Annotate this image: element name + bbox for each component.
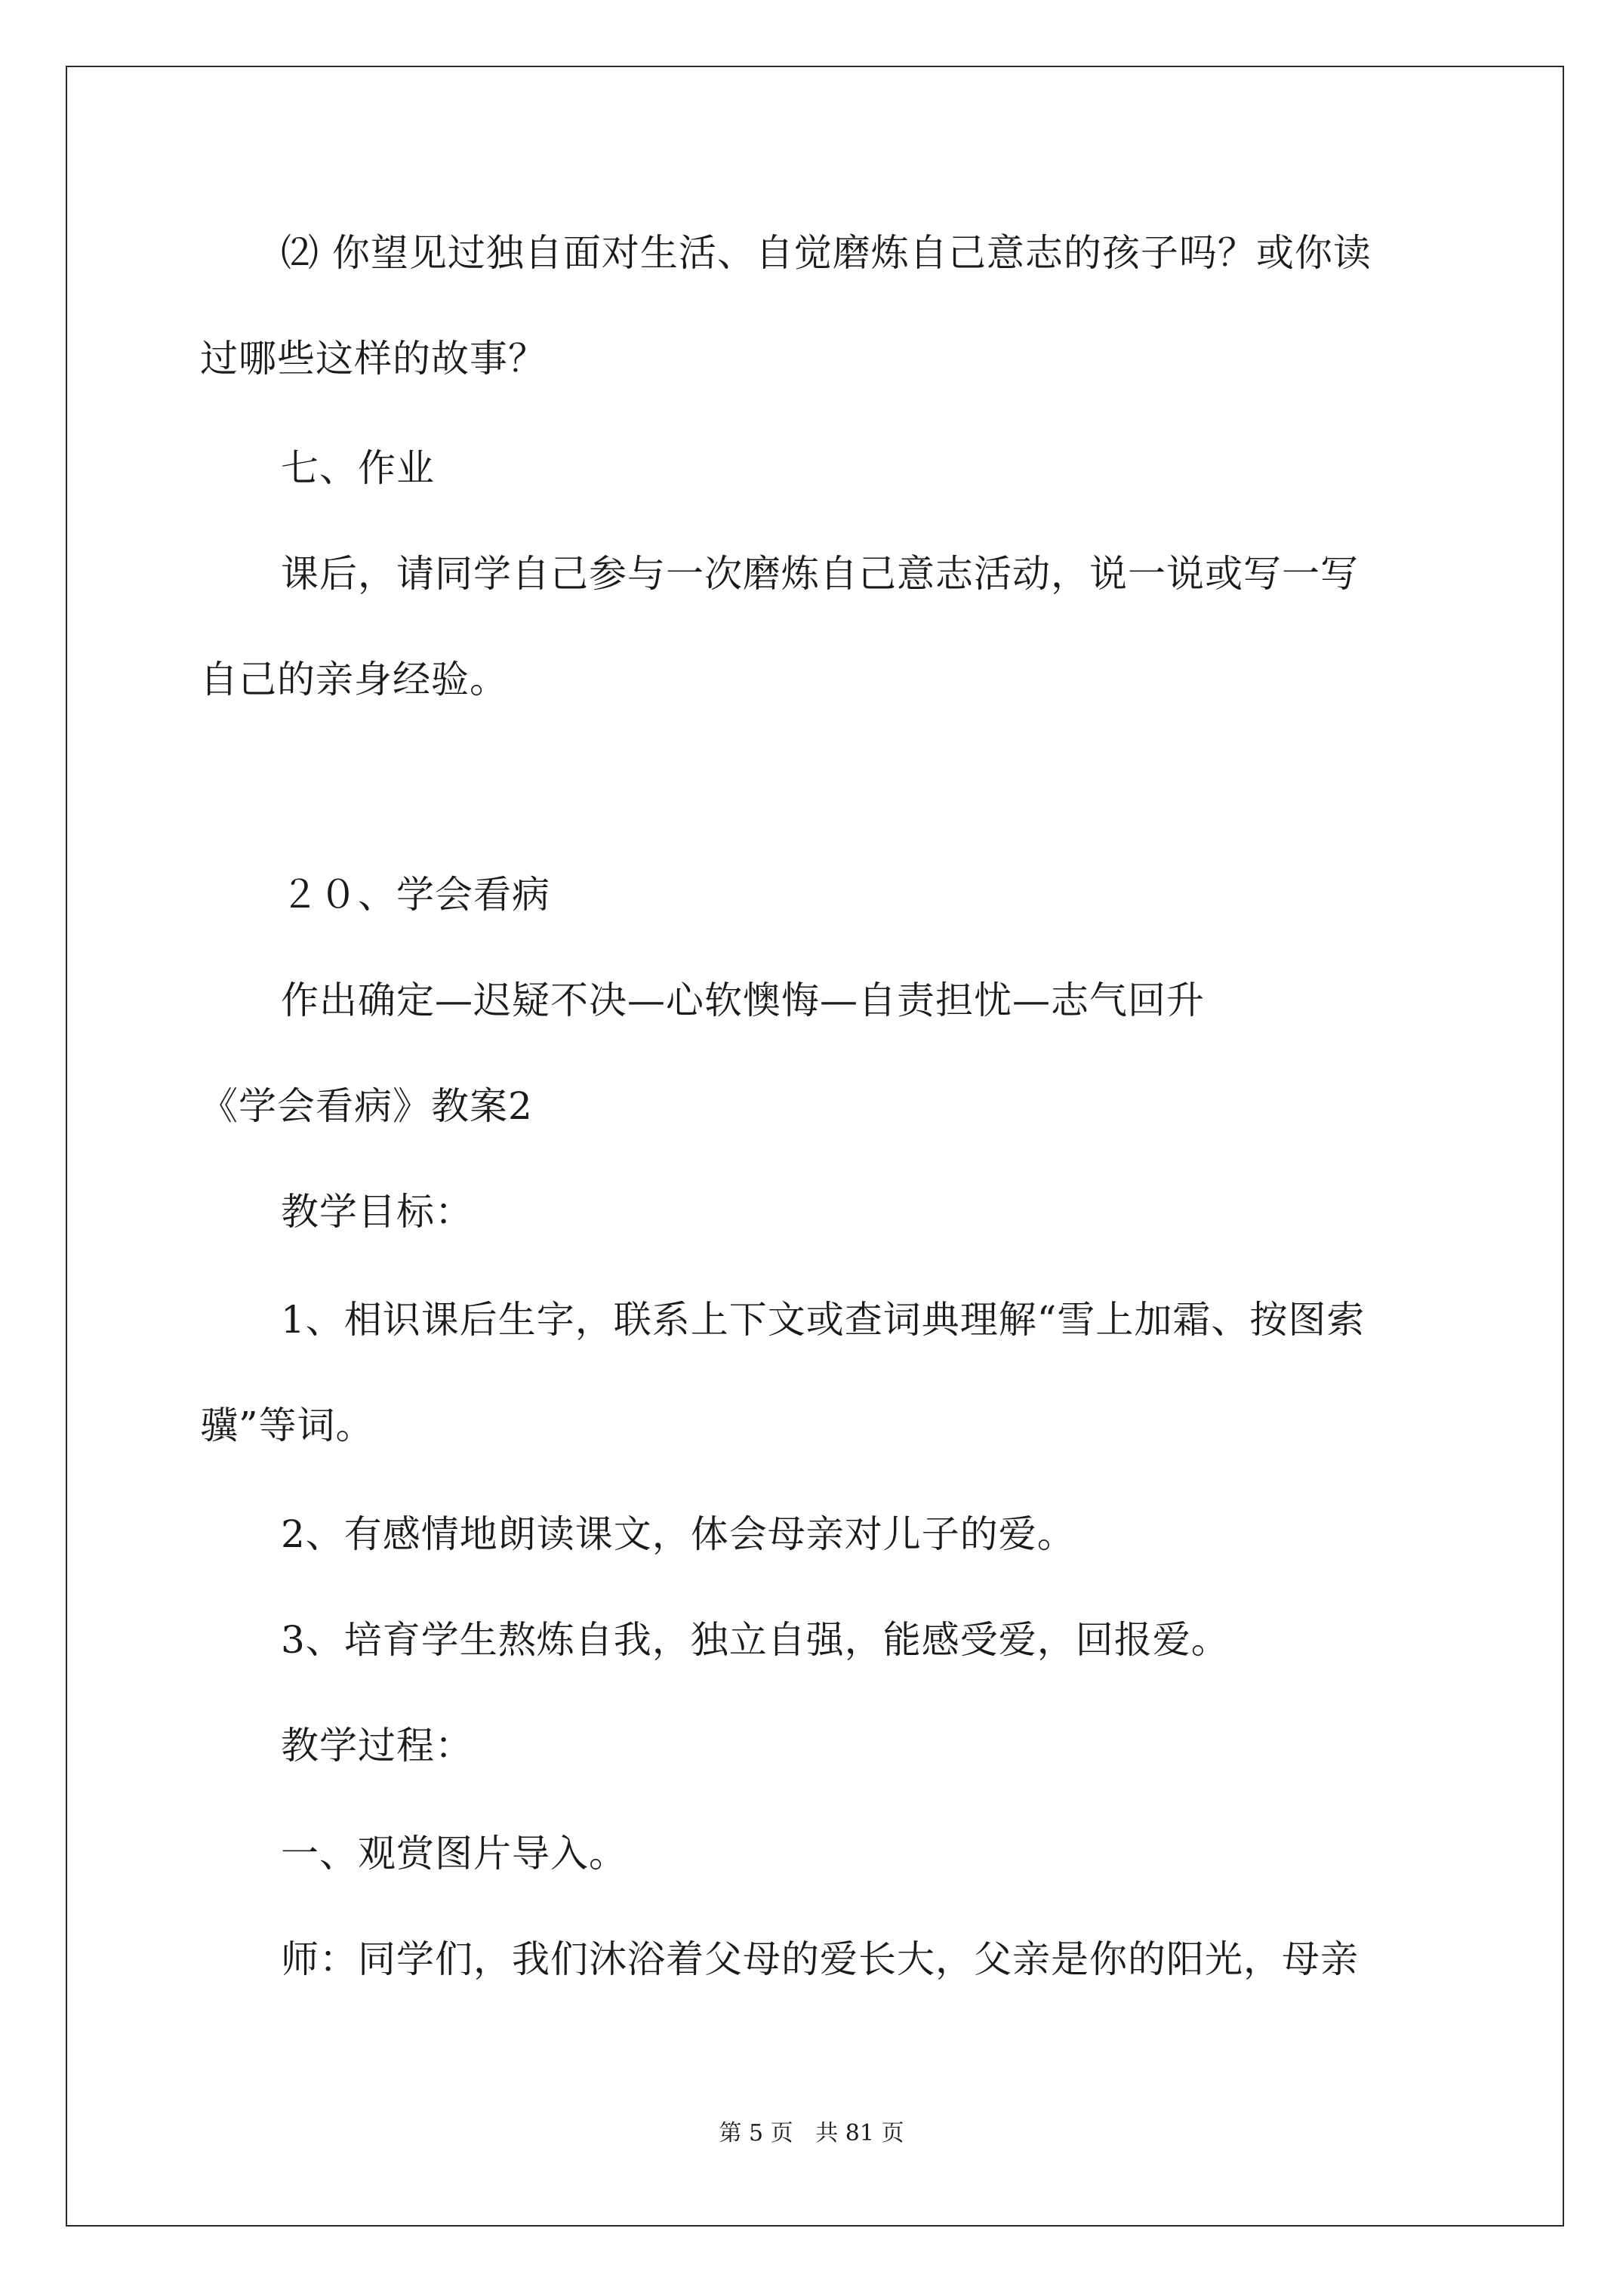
lesson-title: ２０、学会看病 <box>281 873 550 917</box>
paragraph-line: 师：同学们，我们沐浴着父母的爱长大，父亲是你的阳光，母亲 <box>281 1937 1359 1981</box>
document-title: 《学会看病》教案2 <box>200 1084 533 1128</box>
section-heading: 一、观赏图片导入。 <box>281 1832 627 1875</box>
paragraph-line: 作出确定—迟疑不决—心软懊悔—自责担忧—志气回升 <box>281 978 1205 1022</box>
section-heading: 七、作业 <box>281 446 435 490</box>
page-number: 第 5 页 <box>719 2120 793 2147</box>
page-frame <box>66 66 1564 2227</box>
paragraph-line: 自己的亲身经验。 <box>200 658 508 701</box>
paragraph-line: ⑵ 你望见过独自面对生活、自觉磨炼自己意志的孩子吗？或你读 <box>281 231 1372 275</box>
section-heading: 教学过程： <box>281 1724 473 1767</box>
section-heading: 教学目标： <box>281 1190 473 1234</box>
page-total: 共 81 页 <box>815 2120 904 2147</box>
paragraph-line: 过哪些这样的故事？ <box>200 337 547 381</box>
paragraph-line: 课后，请同学自己参与一次磨炼自己意志活动，说一说或写一写 <box>281 552 1359 596</box>
page-footer <box>0 2119 1623 2149</box>
list-item: 1、相识课后生字，联系上下文或查词典理解“雪上加霜、按图索 <box>281 1298 1366 1342</box>
list-item-continuation: 骥”等词。 <box>200 1404 374 1447</box>
list-item: 3、培育学生熬炼自我，独立自强，能感受爱，回报爱。 <box>281 1618 1230 1662</box>
list-item: 2、有感情地朗读课文，体会母亲对儿子的爱。 <box>281 1512 1076 1556</box>
